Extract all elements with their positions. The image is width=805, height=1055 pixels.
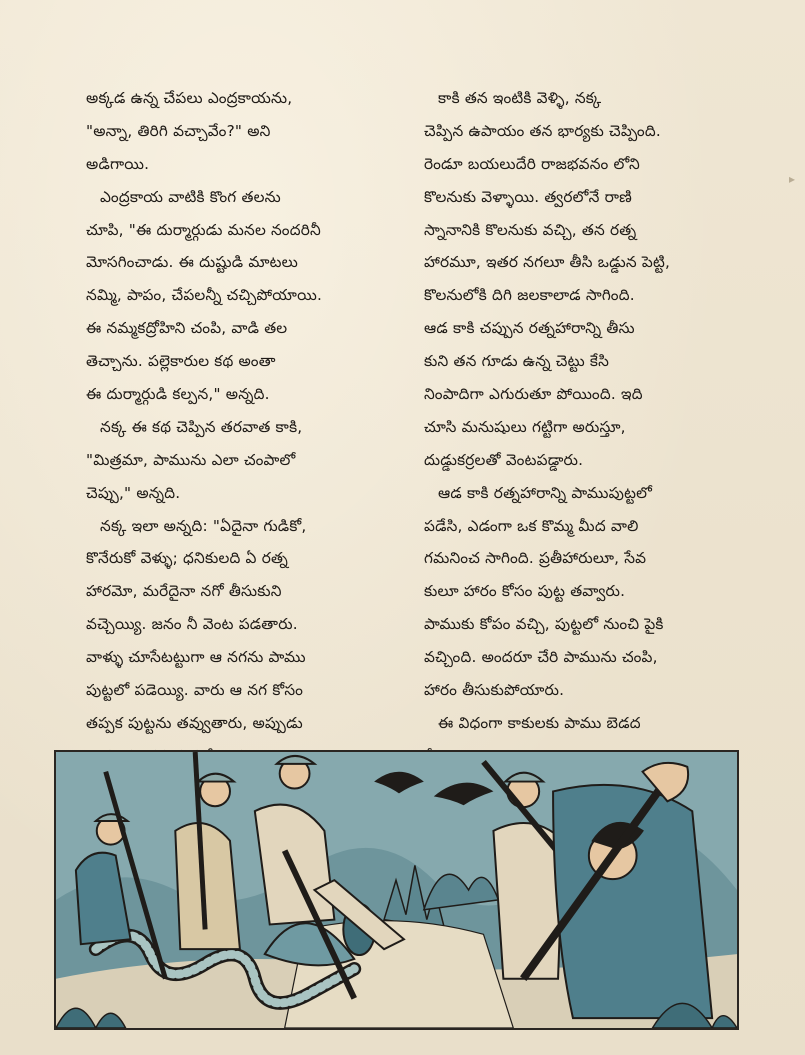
text-line: మోసగించాడు. ఈ దుష్టుడి మాటలు bbox=[86, 253, 299, 272]
text-line: కులూ హారం కోసం పుట్ట తవ్వారు. bbox=[424, 582, 626, 601]
paragraph bbox=[424, 82, 758, 477]
text-line: హారమూ, ఇతర నగలూ తీసి ఒడ్డున పెట్టి, bbox=[424, 253, 671, 272]
text-line: వచ్చింది. అందరూ చేరి పామును చంపి, bbox=[424, 648, 658, 667]
story-illustration bbox=[54, 750, 739, 1030]
text-line: ఆడ కాకి రత్నహారాన్ని పాముపుట్టలో bbox=[438, 483, 653, 502]
text-line: తప్పక పుట్టను తవ్వుతారు, అప్పుడు bbox=[86, 713, 303, 732]
text-line: నక్క ఈ కథ చెప్పిన తరవాత కాకి, bbox=[100, 417, 303, 436]
text-line: పుట్టలో పడెయ్యి. వారు ఆ నగ కోసం bbox=[86, 681, 304, 700]
text-line: నమ్మి, పాపం, చేపలన్నీ చచ్చిపోయాయి. bbox=[86, 286, 323, 305]
text-line: నక్క ఇలా అన్నది: "ఏదైనా గుడికో, bbox=[100, 516, 307, 535]
paragraph bbox=[424, 477, 758, 707]
text-line: కొనేరుకో వెళ్ళు; ధనికులది ఏ రత్న bbox=[86, 549, 289, 568]
text-line: ఈ విధంగా కాకులకు పాము బెడద bbox=[438, 713, 641, 732]
text-line: కొలనులోకి దిగి జలకాలాడ సాగింది. bbox=[424, 286, 635, 305]
page-edge-mark: ▸ bbox=[789, 172, 796, 186]
text-line: పాముకు కోపం వచ్చి, పుట్టలో నుంచి పైకి bbox=[424, 615, 664, 634]
text-line: "అన్నా, తిరిగి వచ్చావేం?" అని bbox=[86, 121, 271, 140]
text-line: వాళ్ళు చూసేటట్టుగా ఆ నగను పాము bbox=[86, 648, 306, 667]
text-line: కుని తన గూడు ఉన్న చెట్టు కేసి bbox=[424, 352, 610, 371]
paragraph bbox=[86, 411, 406, 510]
text-line: చూపి, "ఈ దుర్మార్గుడు మనల నందరినీ bbox=[86, 220, 321, 239]
paragraph bbox=[86, 510, 406, 773]
text-line: తెచ్చాను. పల్లెకారుల కథ అంతా bbox=[86, 352, 276, 371]
text-line: ఎంద్రకాయ వాటికి కొంగ తలను bbox=[100, 187, 281, 206]
illustration-drawing bbox=[56, 752, 737, 1028]
text-line: చెప్పిన ఉపాయం తన భార్యకు చెప్పింది. bbox=[424, 121, 661, 140]
paragraph bbox=[86, 181, 406, 411]
text-line: దుడ్డుకర్రలతో వెంటపడ్డారు. bbox=[424, 450, 584, 469]
text-line: రెండూ బయలుదేరి రాజభవనం లోని bbox=[424, 154, 640, 173]
text-line: అక్కడ ఉన్న చేపలు ఎంద్రకాయను, bbox=[86, 89, 293, 107]
text-line: ఈ నమ్మకద్రోహిని చంపి, వాడి తల bbox=[86, 319, 288, 338]
text-line: కొలనుకు వెళ్ళాయి. త్వరలోనే రాణి bbox=[424, 187, 632, 206]
text-line: చూసి మనుషులు గట్టిగా అరుస్తూ, bbox=[424, 417, 626, 436]
text-line: ఆడ కాకి చప్పున రత్నహారాన్ని తీసు bbox=[424, 319, 635, 338]
paragraph bbox=[86, 82, 406, 181]
text-line: ఈ దుర్మార్గుడి కల్పన," అన్నది. bbox=[86, 385, 270, 404]
text-line: "మిత్రమా, పామును ఎలా చంపాలో bbox=[86, 450, 296, 469]
text-line: అడిగాయి. bbox=[86, 154, 150, 173]
left-text-column bbox=[86, 82, 406, 773]
text-line: కాకి తన ఇంటికి వెళ్ళి, నక్క bbox=[438, 89, 602, 107]
text-line: పడేసి, ఎడంగా ఒక కొమ్మ మీద వాలి bbox=[424, 516, 639, 535]
text-line: చెప్పు," అన్నది. bbox=[86, 483, 181, 502]
right-text-column bbox=[424, 82, 758, 773]
text-line: హారమో, మరేదైనా నగో తీసుకుని bbox=[86, 582, 282, 601]
text-line: వచ్చెయ్యి. జనం నీ వెంట పడతారు. bbox=[86, 615, 298, 634]
text-line: నింపాదిగా ఎగురుతూ పోయింది. ఇది bbox=[424, 385, 643, 404]
text-line: గమనించ సాగింది. ప్రతీహారులూ, సేవ bbox=[424, 549, 647, 568]
text-line: హారం తీసుకుపోయారు. bbox=[424, 681, 565, 700]
text-line: స్నానానికి కొలనుకు వచ్చి, తన రత్న bbox=[424, 220, 637, 239]
